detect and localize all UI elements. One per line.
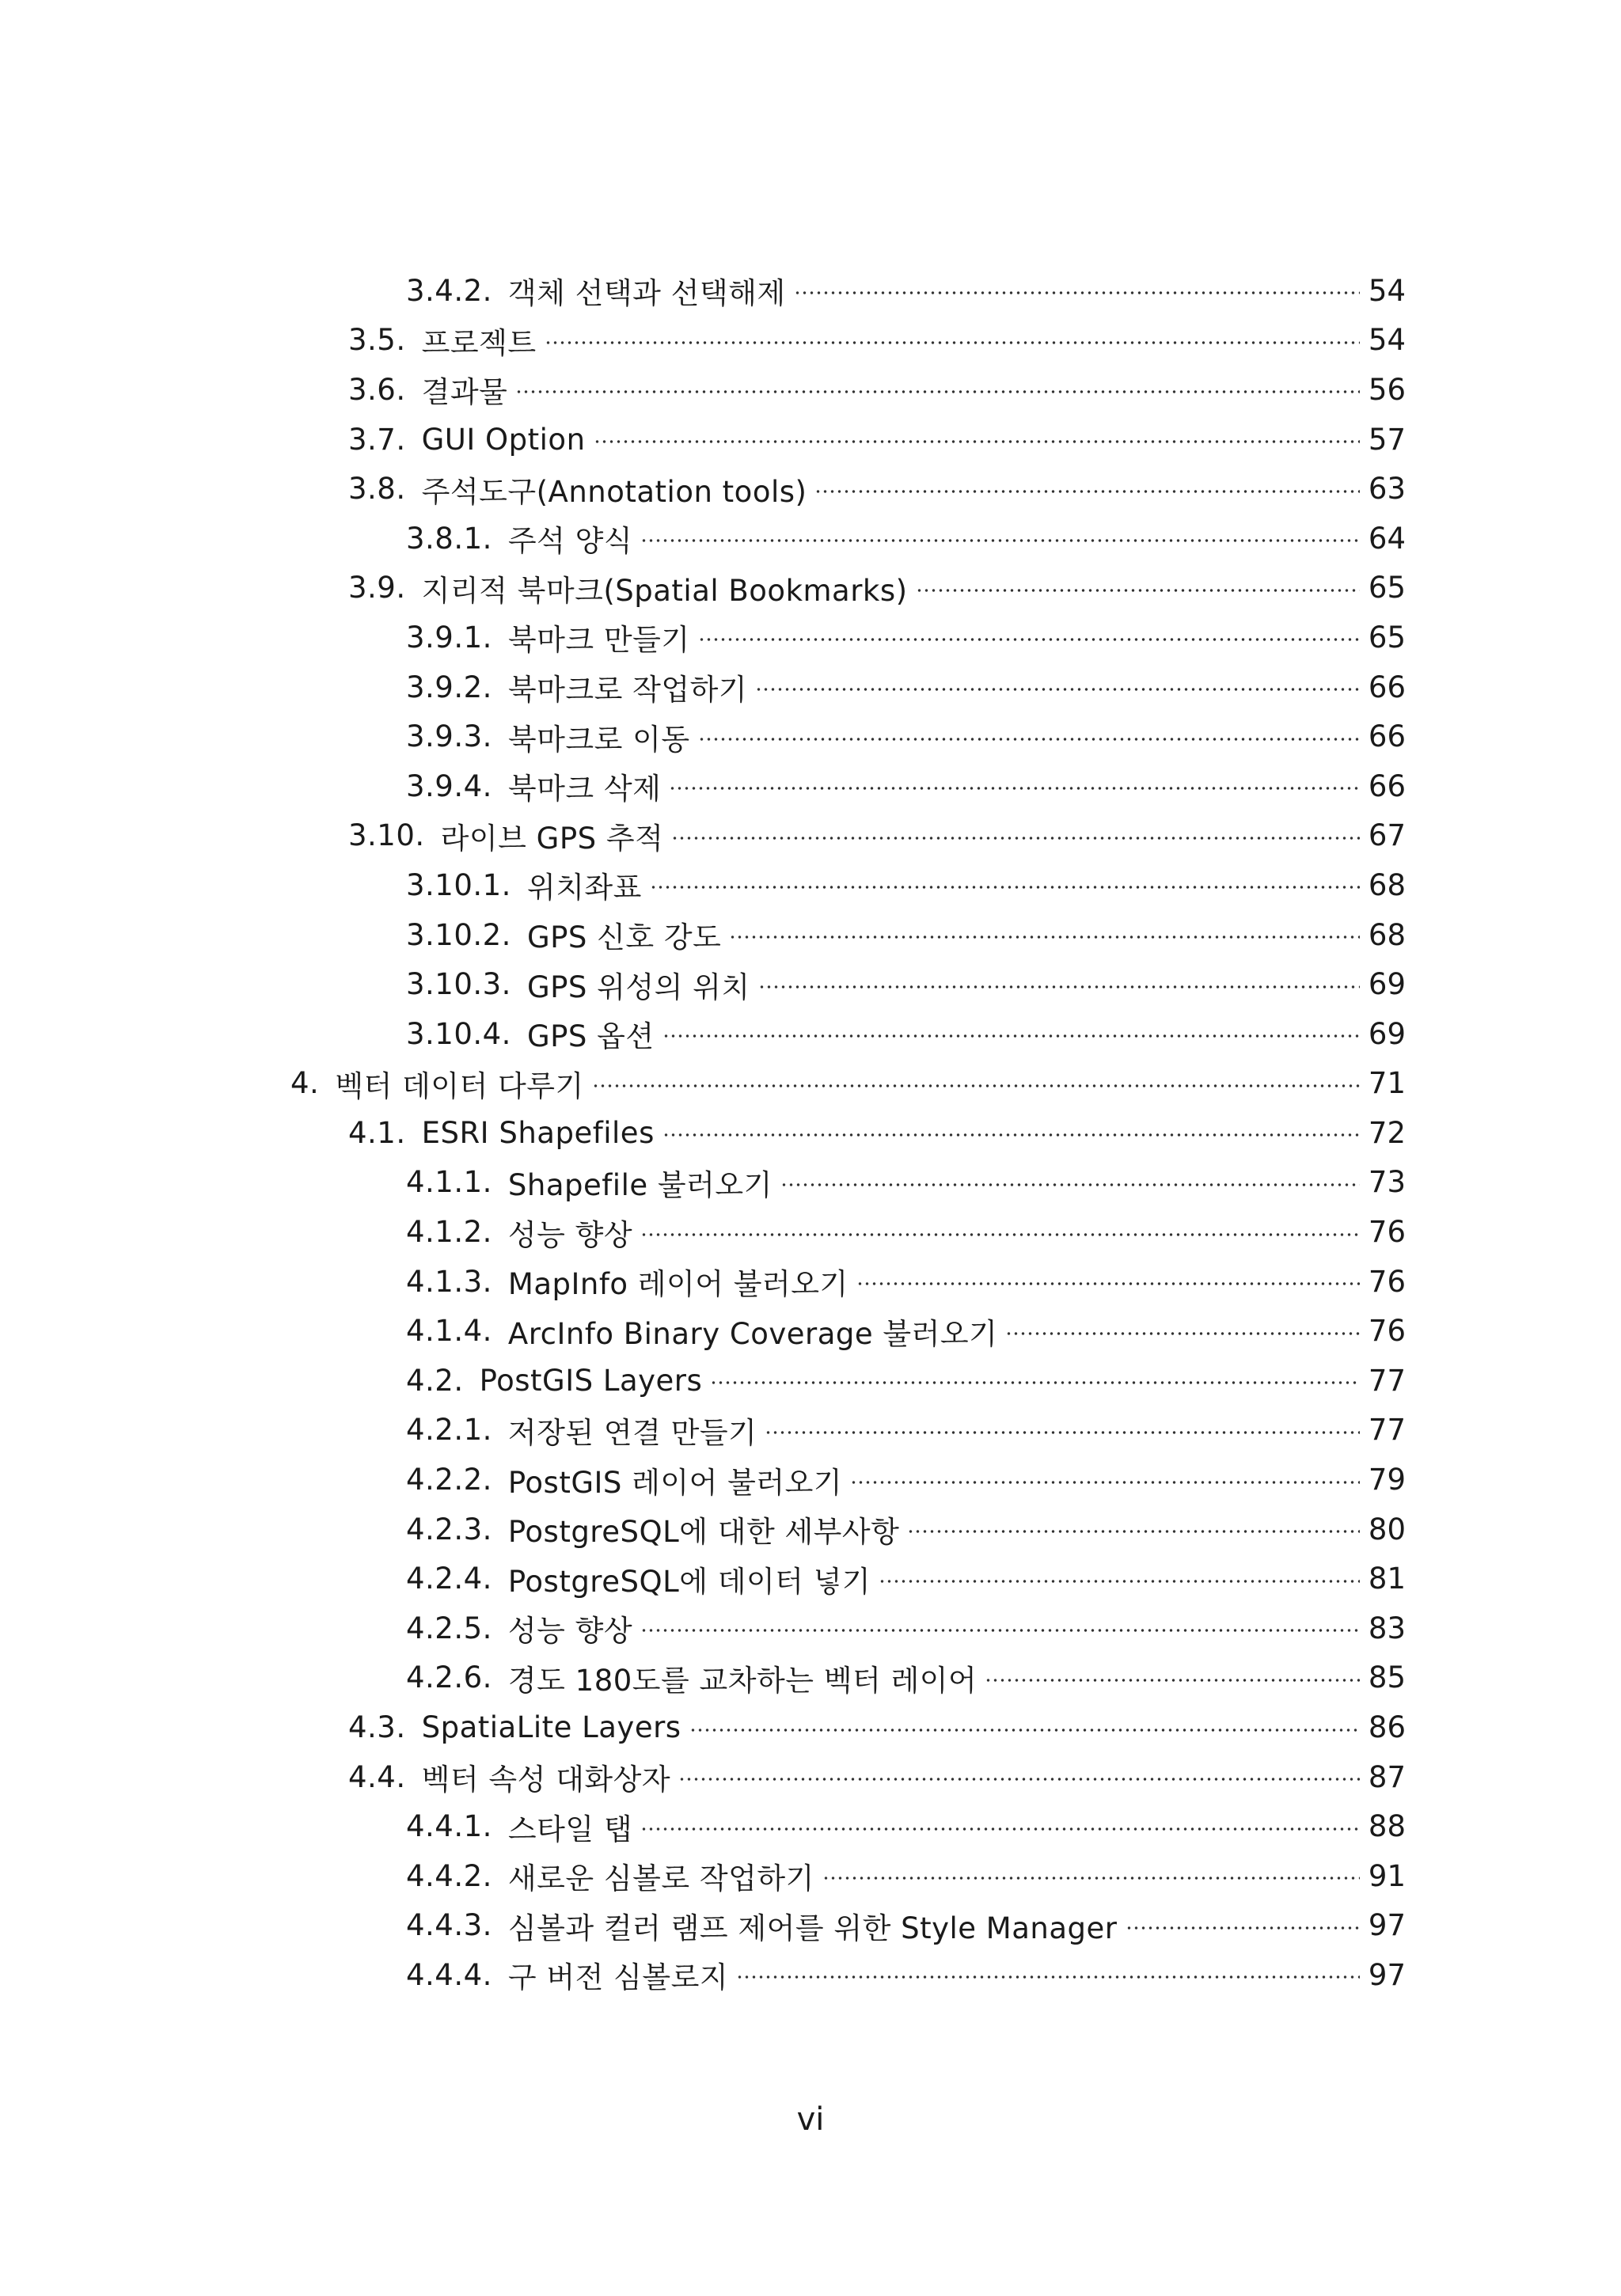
toc-entry[interactable] [0,959,1621,1009]
toc-entry-content [406,1211,1406,1254]
toc-entry-content [406,1953,1406,1996]
toc-section-number: 4.2.2. [406,1463,492,1497]
toc-dot-leader [671,837,1360,840]
toc-page-number: 83 [1368,1611,1406,1645]
toc-entry[interactable] [0,365,1621,415]
toc-dot-leader [1005,1332,1360,1335]
toc-section-title: 북마크 만들기 [507,623,690,658]
toc-entry-content [348,1116,1406,1150]
toc-section-title: 성능 향상 [507,1614,633,1649]
toc-dot-leader [640,539,1360,542]
toc-entry-content [406,616,1406,658]
toc-entry-content [406,1364,1406,1398]
toc-section-number: 4.1.1. [406,1165,492,1200]
toc-section-title: GPS 옵션 [526,1019,655,1054]
toc-entry[interactable] [0,1950,1621,2000]
toc-entry[interactable] [0,1752,1621,1802]
toc-entry[interactable] [0,564,1621,613]
toc-section-number: 4.1.2. [406,1215,492,1250]
toc-entry[interactable] [0,1554,1621,1603]
toc-section-title: 저장된 연결 만들기 [507,1415,757,1450]
toc-entry-content [406,1012,1406,1055]
toc-dot-leader [907,1530,1360,1533]
toc-dot-leader [755,688,1360,691]
page-number: vi [796,2101,825,2138]
toc-dot-leader [662,1034,1360,1038]
toc-page-number: 88 [1368,1809,1406,1844]
toc-entry-content [406,666,1406,708]
toc-dot-leader [689,1729,1360,1732]
toc-entry[interactable] [0,860,1621,910]
toc-section-number: 3.9.2. [406,670,492,704]
toc-entry[interactable] [0,1158,1621,1208]
toc-section-title: 북마크로 작업하기 [507,673,748,708]
toc-entry[interactable] [0,1406,1621,1455]
toc-section-number: 4.2.1. [406,1413,492,1448]
toc-dot-leader [640,1233,1360,1236]
toc-dot-leader [850,1481,1360,1484]
toc-section-title: PostgreSQL에 데이터 넣기 [507,1564,871,1599]
toc-dot-leader [640,1629,1360,1632]
toc-section-number: 4.2.3. [406,1512,492,1546]
toc-page-number: 79 [1368,1463,1406,1497]
toc-section-title: 객체 선택과 선택해제 [507,276,786,311]
toc-section-title: ESRI Shapefiles [421,1115,655,1150]
toc-section-number: 4.4.3. [406,1908,492,1943]
toc-entry-content [406,913,1406,956]
toc-entry-content [406,1805,1406,1848]
toc-section-number: 4.4.1. [406,1809,492,1844]
toc-entry[interactable] [0,1455,1621,1505]
toc-section-title: PostGIS Layers [479,1363,703,1398]
toc-entry-content [406,1657,1406,1699]
toc-entry[interactable] [0,415,1621,465]
toc-entry[interactable] [0,811,1621,861]
toc-dot-leader [662,1133,1360,1137]
toc-section-number: 4.4.4. [406,1957,492,1992]
toc-entry[interactable] [0,1851,1621,1901]
toc-dot-leader [650,886,1360,889]
toc-entry[interactable] [0,1306,1621,1356]
toc-entry[interactable] [0,1901,1621,1951]
toc-section-number: 4.1.4. [406,1314,492,1349]
toc-dot-leader [916,589,1360,592]
toc-entry-content [406,1409,1406,1452]
toc-section-title: 성능 향상 [507,1217,633,1252]
toc-entry-content [406,1558,1406,1600]
toc-page-number: 97 [1368,1908,1406,1943]
toc-page-number: 54 [1368,273,1406,308]
toc-dot-leader [1126,1926,1361,1930]
toc-section-number: 3.10.2. [406,917,511,952]
toc-entry-content [406,715,1406,758]
toc-section-number: 3.8.1. [406,521,492,556]
toc-page-number: 68 [1368,867,1406,902]
toc-section-number: 3.10.4. [406,1016,511,1051]
toc-entry[interactable] [0,266,1621,316]
toc-page-number: 87 [1368,1759,1406,1794]
toc-section-number: 3.9.3. [406,719,492,754]
toc-section-number: 4.2.4. [406,1562,492,1596]
toc-dot-leader [856,1282,1360,1285]
toc-section-number: 3.4.2. [406,273,492,308]
toc-section-number: 4.4. [348,1759,406,1794]
toc-entry[interactable] [0,1505,1621,1554]
toc-section-title: Shapefile 불러오기 [507,1167,773,1202]
toc-section-number: 4.1.3. [406,1264,492,1299]
toc-dot-leader [736,1975,1360,1979]
toc-entry[interactable] [0,316,1621,366]
toc-section-title: 벡터 데이터 다루기 [335,1068,584,1103]
toc-entry[interactable] [0,712,1621,761]
toc-section-number: 3.9.4. [406,768,492,803]
toc-entry[interactable] [0,1603,1621,1653]
toc-entry-content [406,1508,1406,1550]
toc-section-number: 3.10. [348,818,425,853]
toc-entry-content [406,1260,1406,1303]
toc-dot-leader [729,935,1360,939]
toc-section-title: 심볼과 컬러 램프 제어를 위한 Style Manager [507,1911,1118,1945]
toc-section-title: 위치좌표 [526,871,642,905]
toc-dot-leader [669,787,1360,790]
toc-entry-content [406,1310,1406,1353]
toc-section-title: 북마크로 이동 [507,722,690,757]
toc-section-title: GPS 위성의 위치 [526,970,750,1004]
toc-entry-content [406,1161,1406,1204]
toc-entry-content [348,368,1406,411]
toc-entry-content [406,269,1406,312]
toc-section-title: 경도 180도를 교차하는 벡터 레이어 [507,1663,978,1698]
toc-section-number: 4.3. [348,1710,406,1745]
toc-entry[interactable] [0,1009,1621,1059]
toc-page-number: 69 [1368,967,1406,1002]
toc-dot-leader [780,1183,1360,1186]
toc-entry-content [290,1062,1406,1105]
toc-entry[interactable] [0,662,1621,712]
toc-entry-content [406,1459,1406,1501]
toc-page-number: 66 [1368,670,1406,704]
toc-dot-leader [710,1381,1360,1384]
toc-page-number: 97 [1368,1957,1406,1992]
toc-dot-leader [678,1778,1360,1781]
toc-section-title: 주석도구(Annotation tools) [421,474,807,509]
toc-dot-leader [640,1827,1360,1831]
toc-section-number: 3.6. [348,372,406,407]
toc-entry-content [348,1710,1406,1744]
toc-section-title: 라이브 GPS 추적 [440,821,664,856]
toc-entry[interactable] [0,1702,1621,1752]
toc-page-number: 91 [1368,1858,1406,1893]
toc-section-title: GUI Option [421,422,586,457]
toc-entry-content [406,517,1406,560]
toc-page-number: 54 [1368,323,1406,358]
toc-section-number: 3.10.1. [406,867,511,902]
toc-page-number: 63 [1368,472,1406,507]
toc-entry[interactable] [0,761,1621,811]
toc-entry-content [406,863,1406,906]
toc-entry[interactable] [0,1356,1621,1406]
toc-page-number: 56 [1368,372,1406,407]
toc-section-title: 스타일 탭 [507,1812,633,1846]
toc-page-number: 71 [1368,1066,1406,1101]
toc-entry-content [348,423,1406,457]
toc-page-number: 76 [1368,1264,1406,1299]
toc-section-number: 4.2.6. [406,1660,492,1695]
toc-dot-leader [765,1431,1360,1434]
toc-section-number: 4.4.2. [406,1858,492,1893]
toc-dot-leader [545,341,1360,344]
toc-section-title: 북마크 삭제 [507,772,662,806]
toc-dot-leader [698,638,1360,641]
toc-section-title: GPS 신호 강도 [526,920,722,955]
toc-page-number: 81 [1368,1562,1406,1596]
toc-entry[interactable] [0,1207,1621,1257]
toc-dot-leader [594,440,1360,443]
toc-dot-leader [758,985,1360,989]
toc-section-title: PostGIS 레이어 불러오기 [507,1465,843,1500]
toc-section-number: 3.8. [348,472,406,507]
toc-dot-leader [814,490,1360,493]
toc-section-number: 4.1. [348,1115,406,1150]
toc-section-title: 프로젝트 [421,325,537,360]
toc-entry[interactable] [0,464,1621,514]
toc-section-title: PostgreSQL에 대한 세부사항 [507,1515,900,1550]
toc-page-number: 65 [1368,620,1406,655]
toc-section-number: 4. [290,1066,320,1101]
toc-entry-content [348,567,1406,609]
toc-page-number: 72 [1368,1115,1406,1150]
toc-page-number: 65 [1368,571,1406,605]
toc-page-number: 68 [1368,917,1406,952]
toc-dot-leader [698,738,1360,741]
toc-section-title: SpatiaLite Layers [421,1710,681,1745]
toc-section-number: 3.9. [348,571,406,605]
toc-page-number: 86 [1368,1710,1406,1745]
toc-entry[interactable] [0,613,1621,662]
toc-entry-content [406,1607,1406,1649]
toc-page-number: 66 [1368,768,1406,803]
toc-entry[interactable] [0,1059,1621,1109]
toc-dot-leader [515,390,1360,393]
toc-section-number: 4.2.5. [406,1611,492,1645]
table-of-contents [0,266,1621,2000]
toc-section-number: 3.9.1. [406,620,492,655]
toc-section-title: 새로운 심볼로 작업하기 [507,1861,814,1896]
toc-entry-content [406,963,1406,1006]
toc-entry-content [406,765,1406,807]
toc-entry-content [348,814,1406,857]
toc-section-title: 주석 양식 [507,524,633,559]
toc-entry[interactable] [0,1257,1621,1307]
toc-dot-leader [822,1877,1360,1880]
toc-section-number: 3.7. [348,422,406,457]
toc-entry-content [348,468,1406,510]
toc-page-number: 66 [1368,719,1406,754]
toc-section-number: 4.2. [406,1363,464,1398]
toc-page-number: 64 [1368,521,1406,556]
toc-page-number: 77 [1368,1363,1406,1398]
toc-entry-content [406,1904,1406,1947]
toc-section-number: 3.10.3. [406,967,511,1002]
toc-page-number: 85 [1368,1660,1406,1695]
toc-entry[interactable] [0,1801,1621,1851]
toc-dot-leader [985,1679,1360,1682]
toc-entry-content [348,319,1406,362]
toc-section-title: ArcInfo Binary Coverage 불러오기 [507,1316,998,1351]
toc-dot-leader [879,1580,1360,1583]
toc-page-number: 76 [1368,1314,1406,1349]
toc-entry-content [406,1854,1406,1897]
toc-page-number: 76 [1368,1215,1406,1250]
toc-dot-leader [794,291,1360,294]
toc-section-title: 지리적 북마크(Spatial Bookmarks) [421,573,908,608]
toc-section-title: 구 버전 심볼로지 [507,1960,729,1995]
toc-section-number: 3.5. [348,323,406,358]
toc-entry[interactable] [0,1653,1621,1703]
toc-entry[interactable] [0,910,1621,960]
toc-entry[interactable] [0,514,1621,564]
toc-page-number: 57 [1368,422,1406,457]
toc-section-title: MapInfo 레이어 불러오기 [507,1267,848,1302]
toc-page-number: 69 [1368,1016,1406,1051]
toc-section-title: 벡터 속성 대화상자 [421,1763,671,1797]
toc-entry-content [348,1755,1406,1798]
toc-page-number: 77 [1368,1413,1406,1448]
toc-section-title: 결과물 [421,375,508,410]
toc-entry[interactable] [0,1108,1621,1158]
toc-dot-leader [592,1084,1360,1087]
toc-page-number: 67 [1368,818,1406,853]
toc-page-number: 80 [1368,1512,1406,1546]
toc-page-number: 73 [1368,1165,1406,1200]
